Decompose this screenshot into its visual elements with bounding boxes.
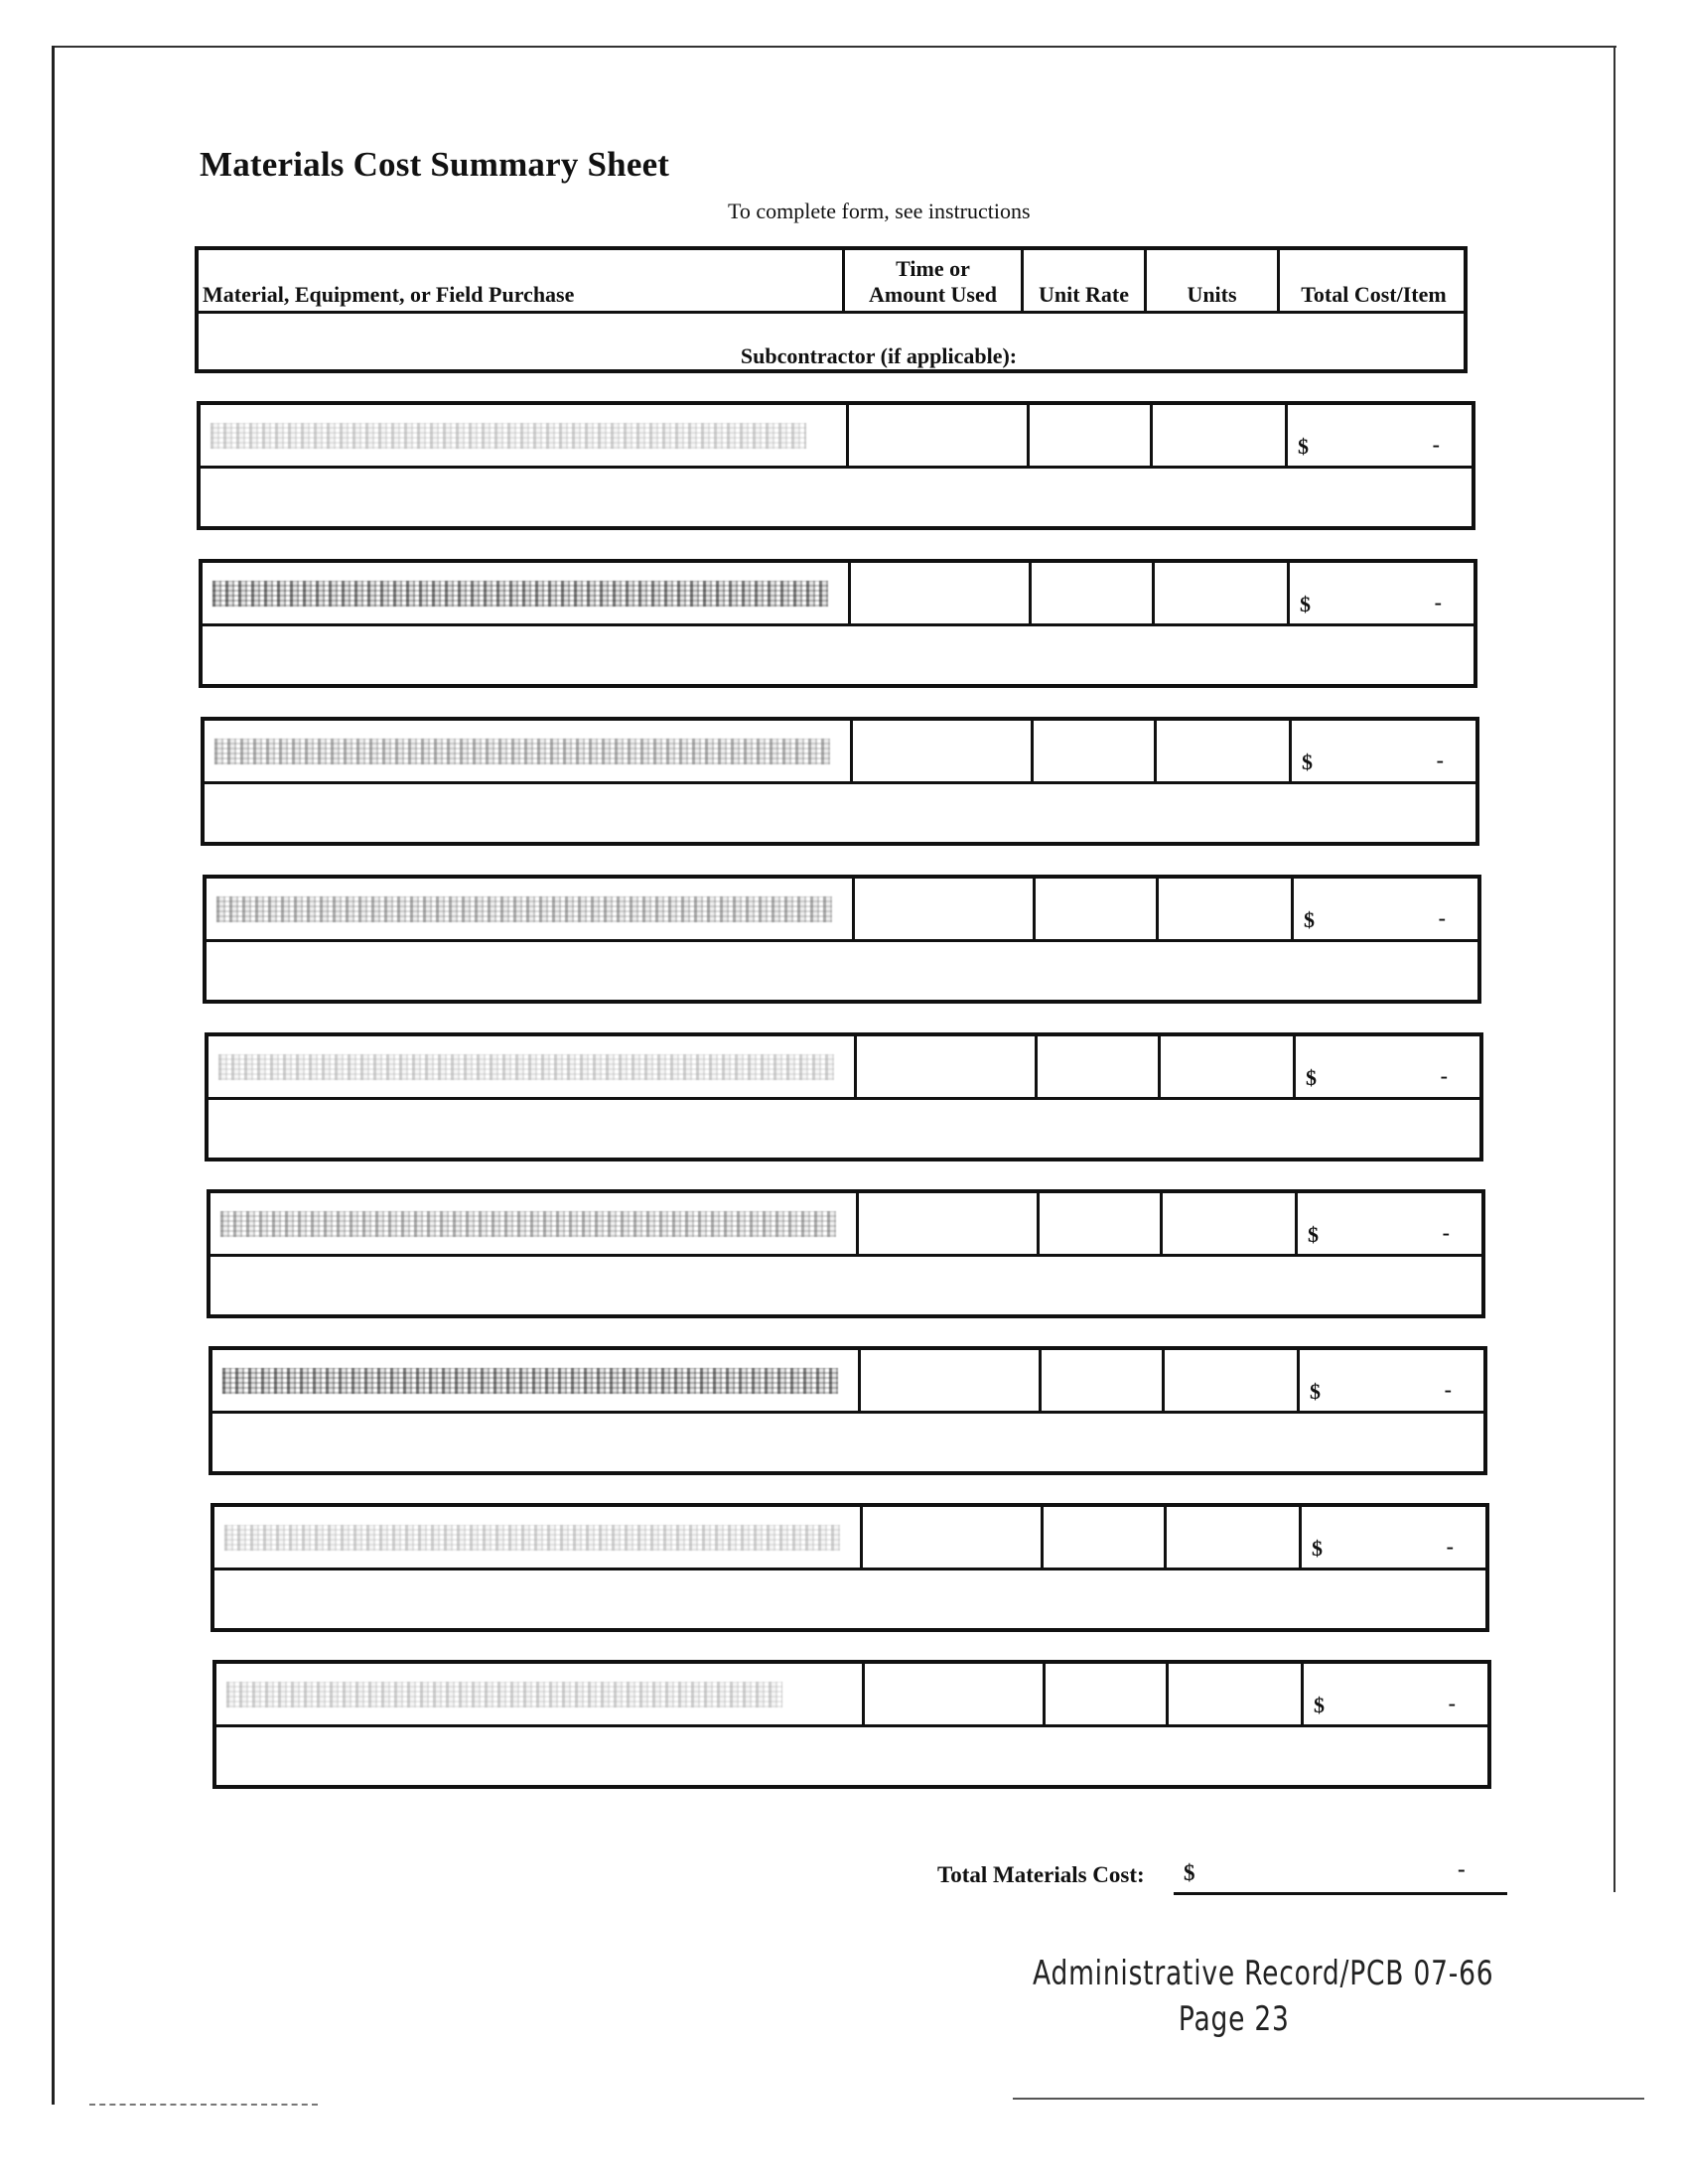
header-unit-rate: Unit Rate — [1021, 250, 1144, 311]
time-amount-field[interactable] — [856, 1193, 1037, 1254]
material-description-field[interactable] — [212, 1350, 858, 1411]
total-cost-symbol: $ — [1302, 750, 1313, 774]
record-number: Administrative Record/PCB 07-66 — [1033, 1954, 1494, 1993]
material-item — [199, 559, 1477, 688]
redacted-text — [216, 896, 832, 922]
total-cost-symbol: $ — [1298, 434, 1309, 459]
subcontractor-field[interactable] — [216, 1727, 1487, 1789]
total-cost-symbol: $ — [1300, 592, 1311, 616]
subcontractor-field[interactable] — [205, 784, 1475, 846]
time-amount-field[interactable] — [862, 1664, 1043, 1724]
time-amount-field[interactable] — [858, 1350, 1039, 1411]
page-border-bottom-right — [1013, 2098, 1644, 2100]
time-amount-field[interactable] — [860, 1507, 1041, 1568]
subcontractor-field[interactable] — [214, 1570, 1485, 1632]
total-cost-field[interactable] — [1297, 1350, 1487, 1411]
time-amount-field[interactable] — [850, 721, 1031, 781]
page-title: Materials Cost Summary Sheet — [200, 145, 670, 184]
redacted-text — [224, 1525, 840, 1551]
material-item-row — [212, 1350, 1483, 1414]
total-cost-field[interactable] — [1287, 563, 1477, 623]
total-cost-value: - — [1448, 1691, 1456, 1715]
column-header-table — [195, 246, 1468, 373]
time-amount-field[interactable] — [846, 405, 1027, 466]
administrative-record-stamp — [1033, 1952, 1494, 2043]
total-cost-value: - — [1442, 1220, 1450, 1245]
page-border-left — [52, 46, 55, 2105]
material-description-field[interactable] — [207, 879, 852, 939]
material-item-row — [207, 879, 1477, 942]
redacted-text — [218, 1054, 834, 1080]
units-field[interactable] — [1152, 563, 1287, 623]
material-item — [209, 1346, 1487, 1475]
material-item — [210, 1503, 1489, 1632]
subcontractor-field[interactable] — [207, 942, 1477, 1004]
material-item-row — [201, 405, 1472, 469]
unit-rate-field[interactable] — [1041, 1507, 1164, 1568]
header-time-amount — [842, 250, 1021, 311]
redacted-text — [220, 1211, 836, 1237]
material-description-field[interactable] — [216, 1664, 862, 1724]
total-cost-value: - — [1440, 1063, 1448, 1088]
total-cost-symbol: $ — [1312, 1536, 1323, 1561]
redacted-text — [210, 423, 806, 449]
total-materials-symbol: $ — [1184, 1860, 1195, 1885]
unit-rate-field[interactable] — [1033, 879, 1156, 939]
total-cost-value: - — [1444, 1377, 1452, 1402]
units-field[interactable] — [1164, 1507, 1299, 1568]
page-border-bottom-left — [89, 2104, 318, 2106]
total-cost-symbol: $ — [1306, 1065, 1317, 1090]
total-materials-label: Total Materials Cost: — [937, 1862, 1145, 1887]
total-cost-field[interactable] — [1293, 1036, 1483, 1097]
material-item — [197, 401, 1475, 530]
time-amount-field[interactable] — [852, 879, 1033, 939]
total-materials-underline — [1174, 1892, 1507, 1895]
redacted-text — [214, 739, 830, 764]
total-cost-symbol: $ — [1314, 1693, 1325, 1717]
redacted-text — [212, 581, 828, 607]
units-field[interactable] — [1162, 1350, 1297, 1411]
total-cost-value: - — [1436, 748, 1444, 772]
unit-rate-field[interactable] — [1037, 1193, 1160, 1254]
header-units: Units — [1144, 250, 1277, 311]
material-item-row — [205, 721, 1475, 784]
material-description-field[interactable] — [210, 1193, 856, 1254]
material-item — [203, 875, 1481, 1004]
material-description-field[interactable] — [214, 1507, 860, 1568]
header-material: Material, Equipment, or Field Purchase — [203, 281, 575, 307]
time-amount-field[interactable] — [848, 563, 1029, 623]
material-description-field[interactable] — [203, 563, 848, 623]
material-description-field[interactable] — [209, 1036, 854, 1097]
total-cost-value: - — [1432, 432, 1440, 457]
page-border-right — [1614, 46, 1615, 1892]
material-item — [201, 717, 1479, 846]
total-cost-field[interactable] — [1291, 879, 1481, 939]
column-header-row — [199, 250, 1464, 314]
material-description-field[interactable] — [205, 721, 850, 781]
total-cost-field[interactable] — [1301, 1664, 1491, 1724]
unit-rate-field[interactable] — [1035, 1036, 1158, 1097]
material-item-row — [209, 1036, 1479, 1100]
units-field[interactable] — [1166, 1664, 1301, 1724]
header-subcontractor: Subcontractor (if applicable): — [740, 343, 1018, 368]
total-cost-symbol: $ — [1308, 1222, 1319, 1247]
units-field[interactable] — [1150, 405, 1285, 466]
total-cost-field[interactable] — [1289, 721, 1479, 781]
unit-rate-field[interactable] — [1043, 1664, 1166, 1724]
time-amount-field[interactable] — [854, 1036, 1035, 1097]
units-field[interactable] — [1160, 1193, 1295, 1254]
material-item — [207, 1189, 1485, 1318]
subcontractor-field[interactable] — [209, 1100, 1479, 1161]
total-cost-field[interactable] — [1285, 405, 1475, 466]
total-cost-value: - — [1434, 590, 1442, 614]
total-cost-value: - — [1446, 1534, 1454, 1559]
subcontractor-field[interactable] — [212, 1414, 1483, 1475]
units-field[interactable] — [1158, 1036, 1293, 1097]
unit-rate-field[interactable] — [1029, 563, 1152, 623]
unit-rate-field[interactable] — [1031, 721, 1154, 781]
material-item — [212, 1660, 1491, 1789]
header-total-cost: Total Cost/Item — [1277, 250, 1468, 311]
total-cost-value: - — [1438, 905, 1446, 930]
material-item-row — [214, 1507, 1485, 1570]
material-item-row — [203, 563, 1474, 626]
subcontractor-field[interactable] — [201, 469, 1472, 530]
subcontractor-field[interactable] — [210, 1257, 1481, 1318]
total-cost-field[interactable] — [1299, 1507, 1489, 1568]
total-cost-symbol: $ — [1310, 1379, 1321, 1404]
material-item-row — [216, 1664, 1487, 1727]
material-item — [205, 1032, 1483, 1161]
unit-rate-field[interactable] — [1039, 1350, 1162, 1411]
material-description-field[interactable] — [201, 405, 846, 466]
material-item-row — [210, 1193, 1481, 1257]
page-border-top — [52, 46, 1616, 48]
unit-rate-field[interactable] — [1027, 405, 1150, 466]
page-number: Page 23 — [1178, 1998, 1290, 2039]
units-field[interactable] — [1154, 721, 1289, 781]
header-time-amount-label: Time or Amount Used — [869, 256, 997, 307]
total-cost-symbol: $ — [1304, 907, 1315, 932]
redacted-text — [226, 1682, 782, 1707]
subcontractor-field[interactable] — [203, 626, 1474, 688]
units-field[interactable] — [1156, 879, 1291, 939]
total-materials-value[interactable]: - — [1458, 1856, 1466, 1881]
instructions-note: To complete form, see instructions — [728, 199, 1031, 223]
redacted-text — [222, 1368, 838, 1394]
total-cost-field[interactable] — [1295, 1193, 1485, 1254]
